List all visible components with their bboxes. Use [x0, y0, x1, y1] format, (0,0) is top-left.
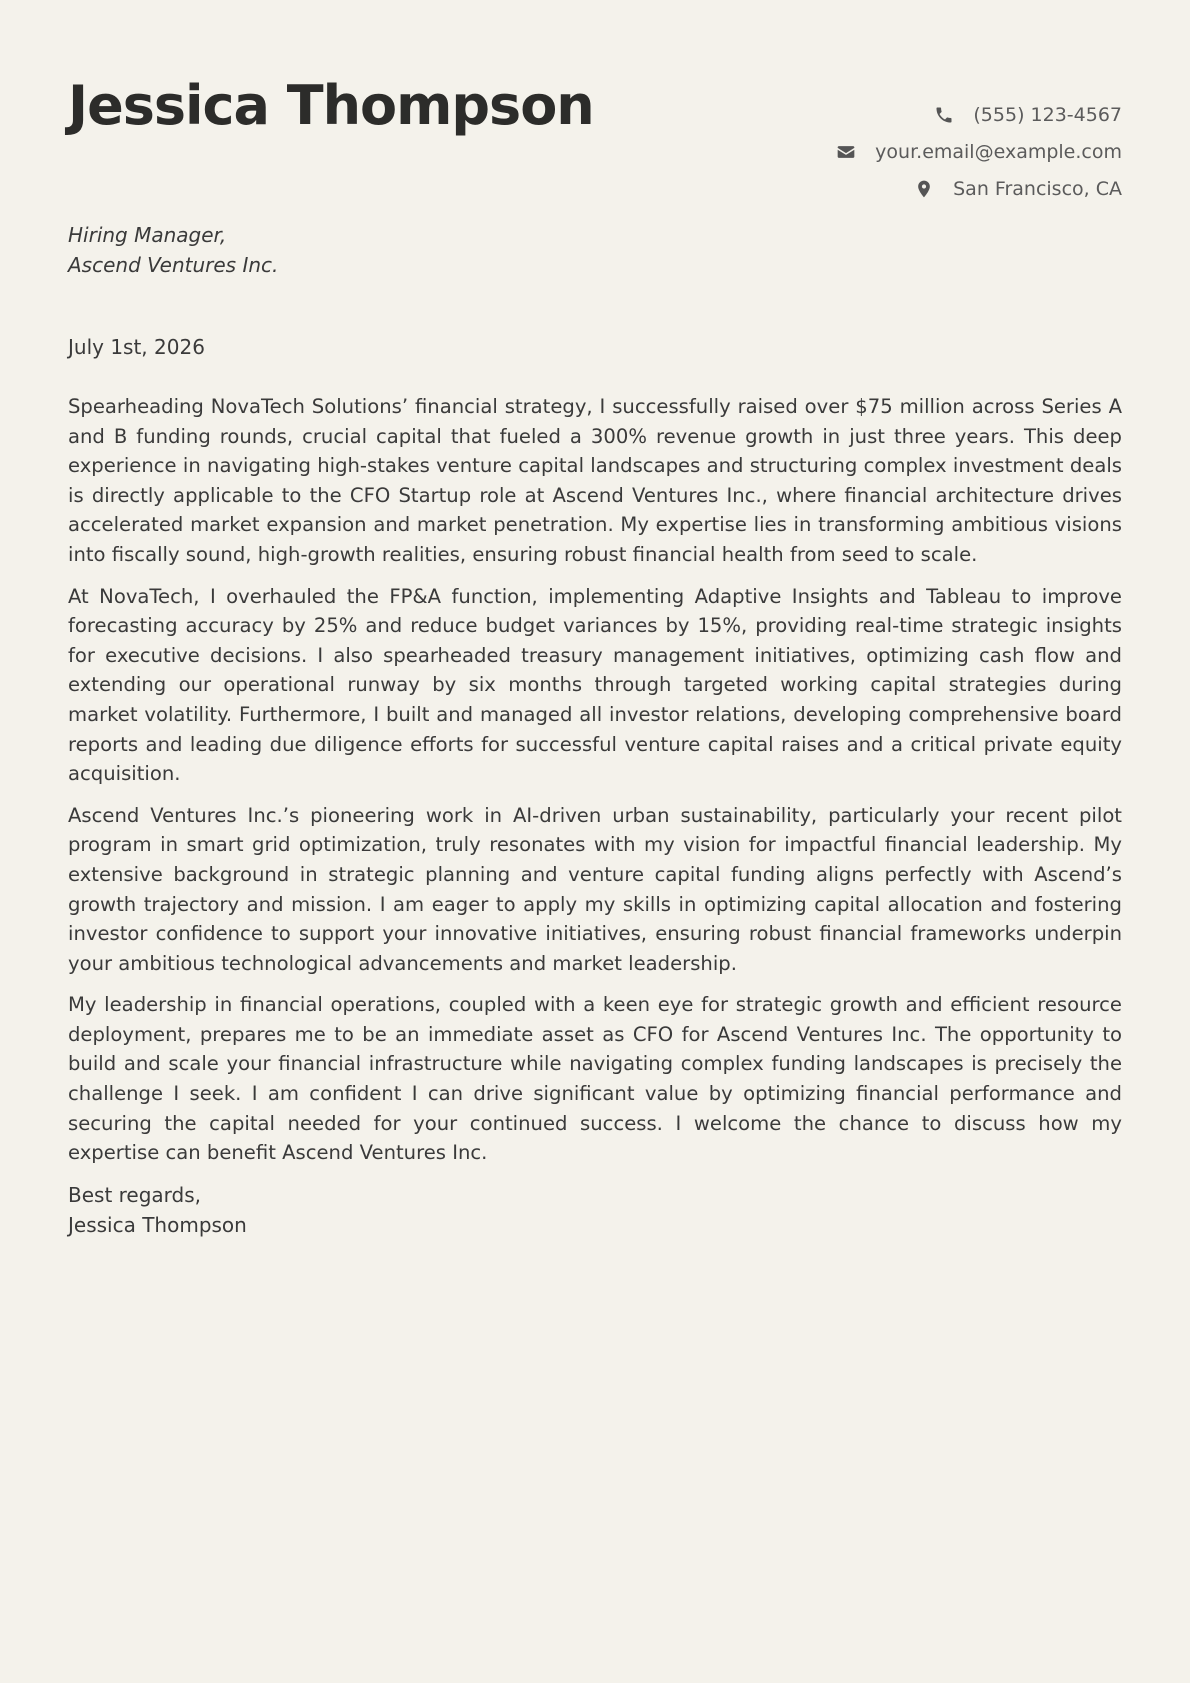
contact-email: your.email@example.com [875, 140, 1122, 163]
body-paragraph: Spearheading NovaTech Solutions’ financial strategy, I successfully raised over $75 million across Series A and B funding rounds, crucial capital that fueled a 300% revenue growth in just three years. This deep experience in navigating high-stakes venture capital landscapes and structuring complex investment deals is directly applicable to the CFO Startup role at Ascend Ventures Inc., where financial architecture drives accelerated market expansion and market penetration. My expertise lies in transforming ambitious visions into fiscally sound, high-growth realities, ensuring robust financial health from seed to scale. [68, 395, 1122, 566]
contact-info [835, 96, 1122, 207]
cover-letter-page [68, 0, 1122, 1240]
recipient-title: Hiring Manager, [68, 223, 227, 247]
contact-location: San Francisco, CA [953, 177, 1122, 200]
letter-body [68, 392, 1122, 1168]
contact-email-row [835, 133, 1122, 170]
recipient-block [68, 220, 1122, 280]
contact-phone-row [835, 96, 1122, 133]
contact-location-row [835, 170, 1122, 207]
closing-block [68, 1180, 1122, 1240]
recipient-company: Ascend Ventures Inc. [68, 253, 279, 277]
envelope-icon [835, 141, 857, 163]
body-paragraph: My leadership in financial operations, coupled with a keen eye for strategic growth and efficient resource deployment, prepares me to be an immediate asset as CFO for Ascend Ventures Inc. The opportunity to build and scale your financial infrastructure while navigating complex funding landscapes is precisely the challenge I seek. I am confident I can drive significant value by optimizing financial performance and securing the capital needed for your continued success. I welcome the chance to discuss how my expertise can benefit Ascend Ventures Inc. [68, 993, 1122, 1165]
signature-name: Jessica Thompson [68, 1212, 247, 1237]
applicant-name: Jessica Thompson [68, 74, 594, 137]
body-paragraph: At NovaTech, I overhauled the FP&A function, implementing Adaptive Insights and Tableau to improve forecasting accuracy by 25% and reduce budget variances by 15%, providing real-time strategic insights for executive decisions. I also spearheaded treasury management initiatives, optimizing cash flow and extending our operational runway by six months through targeted working capital strategies during market volatility. Furthermore, I built and managed all investor relations, developing comprehensive board reports and leading due diligence efforts for successful venture capital raises and a critical private equity acquisition. [68, 584, 1122, 786]
body-paragraph: Ascend Ventures Inc.’s pioneering work in AI-driven urban sustainability, particularly your recent pilot program in smart grid optimization, truly resonates with my vision for impactful financial leadership. My extensive background in strategic planning and venture capital funding aligns perfectly with Ascend’s growth trajectory and mission. I am eager to apply my skills in optimizing capital allocation and fostering investor confidence to support your innovative initiatives, ensuring robust financial frameworks underpin your ambitious technological advancements and market leadership. [68, 803, 1122, 975]
closing-salutation: Best regards, [68, 1182, 202, 1207]
phone-icon [933, 104, 955, 126]
map-pin-icon [913, 178, 935, 200]
letter-date: July 1st, 2026 [68, 335, 205, 359]
letter-header [68, 0, 1122, 210]
contact-phone: (555) 123-4567 [973, 103, 1122, 126]
